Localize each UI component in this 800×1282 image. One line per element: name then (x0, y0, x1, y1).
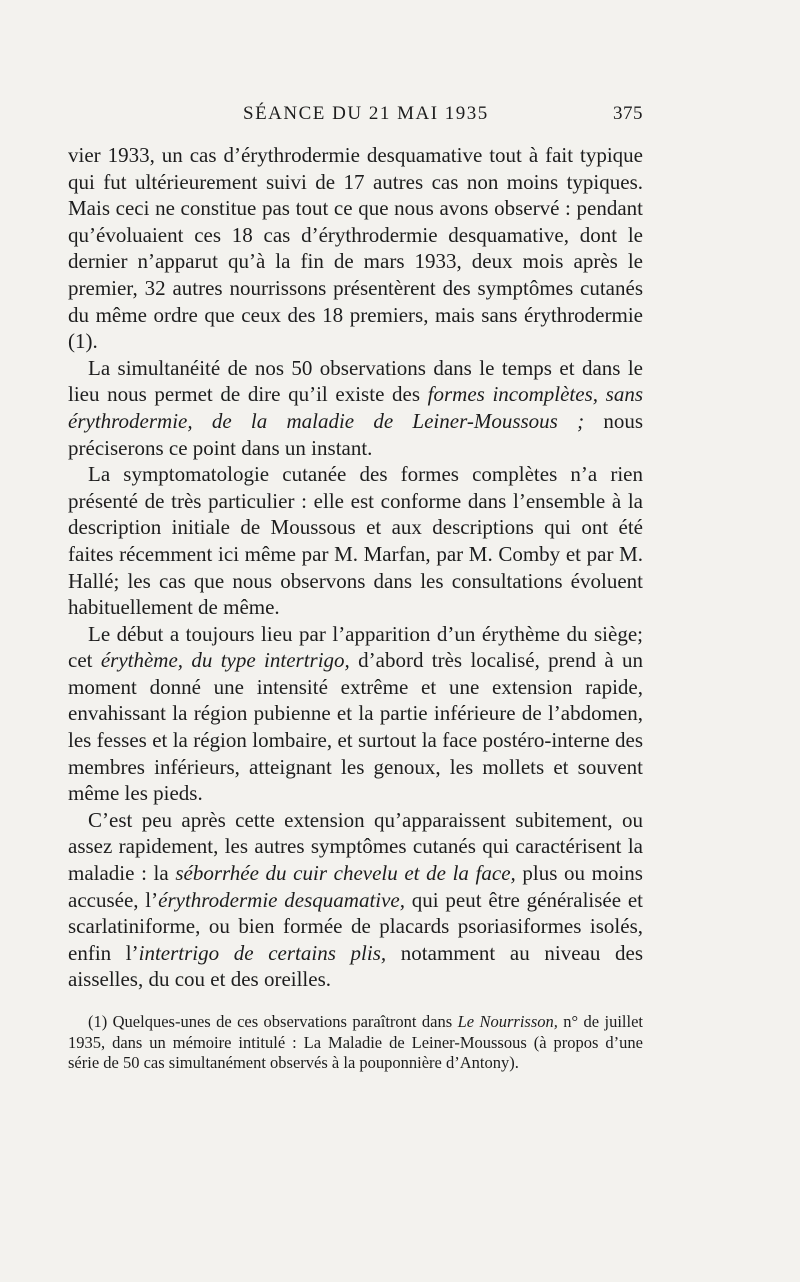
footnote-text (68, 1012, 643, 1074)
text-segment: Le début a toujours lieu par l’apparition d’un érythème du siège; cet (68, 621, 643, 673)
paragraph (68, 621, 643, 807)
text-segment: d’abord très localisé, prend à un moment donné une intensité extrême et une extension rapide, envahissant la région pubienne et la partie inférieure de l’abdomen, les fesses et la région lombaire, et surtout la face postéro-interne des membres inférieurs, atteignant les genoux, les mollets et souvent même les pieds. (68, 648, 644, 806)
italic-segment: intertrigo de certains plis, (138, 940, 387, 965)
paragraph (68, 142, 643, 355)
text-segment: La symptomatologie cutanée des formes complètes n’a rien présenté de très particulier : elle est conforme dans l’ensemble à la description initiale de Moussous et aux descriptions qui ont été faites récemment ici même par M. Marfan, par M. Comby et par M. Hallé; les cas que nous observons dans les consultations évoluent habituellement de même. (68, 462, 643, 620)
italic-segment: érythrodermie desquamative, (158, 887, 406, 912)
italic-segment: séborrhée du cuir chevelu et de la face, (175, 861, 516, 886)
paragraph (68, 461, 643, 621)
text-segment: n° de juillet 1935, dans un mémoire intitulé : La Maladie de Leiner-Moussous (à propos d’une série de 50 cas simultanément observés à la pouponnière d’Antony). (68, 1012, 644, 1072)
text-segment: (1) Quelques-unes de ces observations paraîtront dans (88, 1012, 458, 1031)
paragraph (68, 355, 643, 461)
page-number: 375 (613, 103, 643, 124)
italic-segment: Le Nourrisson, (457, 1012, 558, 1031)
text-segment: vier 1933, un cas d’érythrodermie desquamative tout à fait typique qui fut ultérieurement suivi de 17 autres cas non moins typiques. Mais ceci ne constitue pas tout ce que nous avons observé : pendant qu’évoluaient ces 18 cas d’érythrodermie desquamative, dont le dernier n’apparut qu’à la fin de mars 1933, deux mois après le premier, 32 autres nourrissons présentèrent des symptômes cutanés du même ordre que ceux des 18 premiers, mais sans érythrodermie (1). (68, 143, 643, 354)
text-segment: notamment au niveau des aisselles, du cou et des oreilles. (68, 940, 643, 992)
italic-segment: formes incomplètes, sans érythrodermie, de la maladie de Leiner-Moussous ; (68, 382, 643, 433)
running-head-title: SÉANCE DU 21 MAI 1935 (243, 103, 489, 124)
body-text (68, 142, 643, 993)
footnote (68, 1012, 643, 1074)
text-segment: qui peut être généralisée et scarlatiniforme, ou bien formée de placards psoriasiformes isolés, enfin l’ (68, 887, 643, 965)
paragraph (68, 807, 643, 993)
text-segment: La simultanéité de nos 50 observations dans le temps et dans le lieu nous permet de dire qu’il existe des (68, 355, 643, 407)
italic-segment: érythème, du type intertrigo, (100, 648, 350, 673)
text-segment: nous préciserons ce point dans un instant. (68, 408, 643, 460)
text-segment: plus ou moins accusée, l’ (68, 861, 643, 912)
running-head (68, 103, 643, 131)
text-segment: C’est peu après cette extension qu’apparaissent subitement, ou assez rapidement, les autres symptômes cutanés qui caractérisent la maladie : la (68, 807, 643, 886)
